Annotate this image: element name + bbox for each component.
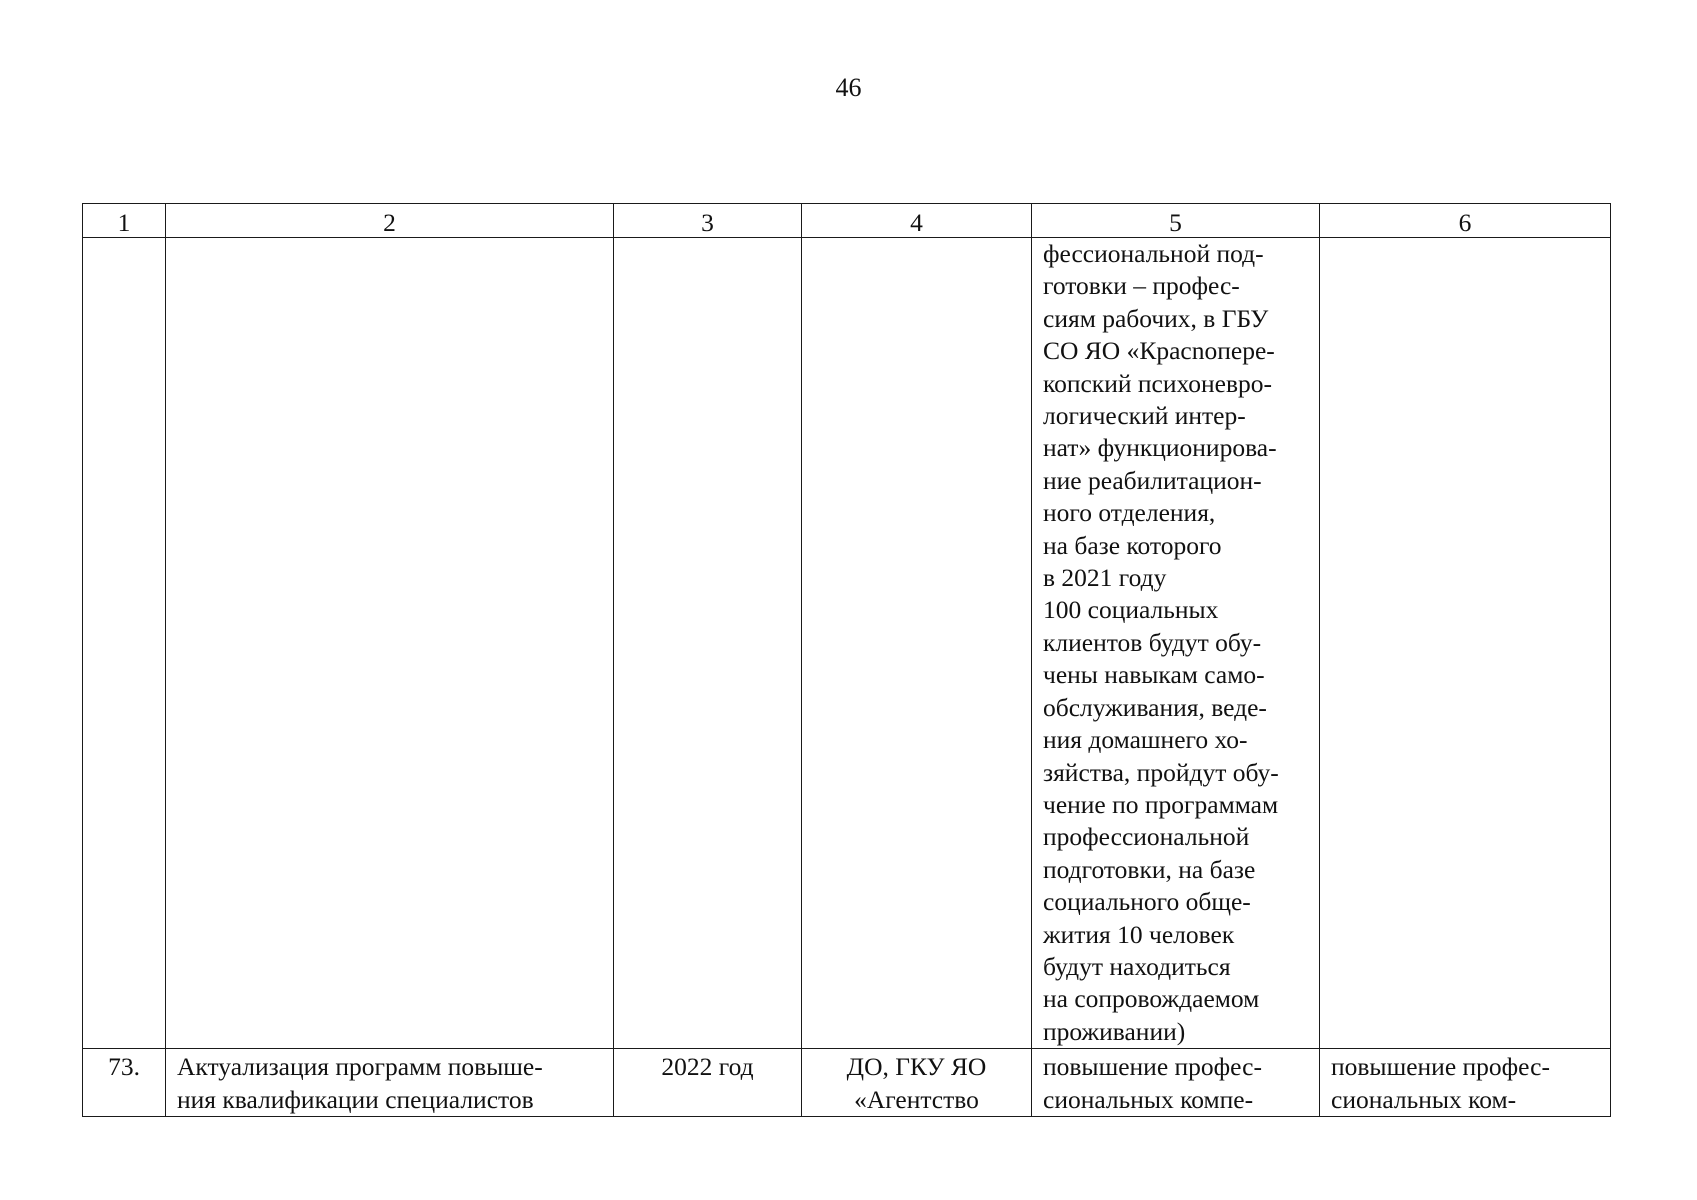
text-line: проживании) xyxy=(1043,1016,1186,1046)
text-line: фессиональной под- xyxy=(1043,239,1264,268)
responsible-cell xyxy=(802,1049,1032,1117)
text-line: СО ЯО «Красnопере- xyxy=(1043,336,1275,366)
expected-result-cell xyxy=(1032,1049,1320,1117)
text-line: готовки – профес- xyxy=(1043,271,1240,301)
continuation-cell-4 xyxy=(802,238,1032,1049)
text-line: нат» функционирова- xyxy=(1043,433,1277,463)
text-line: копский психоневро- xyxy=(1043,368,1273,398)
text-line: клиентов будут обу- xyxy=(1043,627,1262,657)
text-line: ния квалификации специалистов xyxy=(177,1084,534,1114)
text-line: логический интер- xyxy=(1043,401,1246,431)
text-line: чены навыкам само- xyxy=(1043,660,1265,690)
column-header-2: 2 xyxy=(166,204,614,238)
text-line: сиональных ком- xyxy=(1331,1084,1517,1114)
continuation-cell-1 xyxy=(83,238,166,1049)
table-row-73 xyxy=(83,1049,1611,1117)
text-line: повышение профес- xyxy=(1043,1052,1262,1082)
column-header-4: 4 xyxy=(802,204,1032,238)
text-line: Актуализация программ повыше- xyxy=(177,1052,543,1082)
text-line: сиям рабочих, в ГБУ xyxy=(1043,303,1269,333)
text-line: обслуживания, веде- xyxy=(1043,692,1267,722)
table-header-row xyxy=(83,204,1611,238)
text-line: на базе которого xyxy=(1043,530,1222,560)
column-header-3: 3 xyxy=(614,204,802,238)
continuation-cell-6 xyxy=(1320,238,1611,1049)
text-line: подготовки, на базе xyxy=(1043,854,1256,884)
continuation-row xyxy=(83,238,1611,1049)
text-line: ДО, ГКУ ЯО xyxy=(846,1052,987,1082)
text-line: чение по программам xyxy=(1043,789,1279,819)
text-line: ния домашнего хо- xyxy=(1043,725,1248,755)
column-header-5: 5 xyxy=(1032,204,1320,238)
text-line: ного отделения, xyxy=(1043,498,1216,528)
indicator-cell xyxy=(1320,1049,1611,1117)
column-header-1: 1 xyxy=(83,204,166,238)
continuation-cell-3 xyxy=(614,238,802,1049)
continuation-cell-2 xyxy=(166,238,614,1049)
measure-name-cell xyxy=(166,1049,614,1117)
column-header-6: 6 xyxy=(1320,204,1611,238)
continuation-result-text xyxy=(1032,238,1320,1049)
text-line: повышение профес- xyxy=(1331,1052,1550,1082)
text-line: на сопровождаемом xyxy=(1043,984,1260,1014)
text-line: будут находиться xyxy=(1043,951,1231,981)
text-line: профессиональной xyxy=(1043,822,1250,852)
deadline-cell: 2022 год xyxy=(614,1049,802,1117)
page-number: 46 xyxy=(835,73,862,102)
text-line: зяйства, пройдут обу- xyxy=(1043,757,1279,787)
text-line: социального обще- xyxy=(1043,887,1251,917)
document-table xyxy=(82,203,1611,1117)
text-line: сиональных компе- xyxy=(1043,1084,1254,1114)
text-line: «Агентство xyxy=(854,1084,979,1114)
text-line: в 2021 году xyxy=(1043,563,1167,593)
text-line: ние реабилитацион- xyxy=(1043,465,1262,495)
text-line: жития 10 человек xyxy=(1043,919,1235,949)
row-number: 73. xyxy=(83,1049,166,1117)
text-line: 100 социальных xyxy=(1043,595,1219,625)
